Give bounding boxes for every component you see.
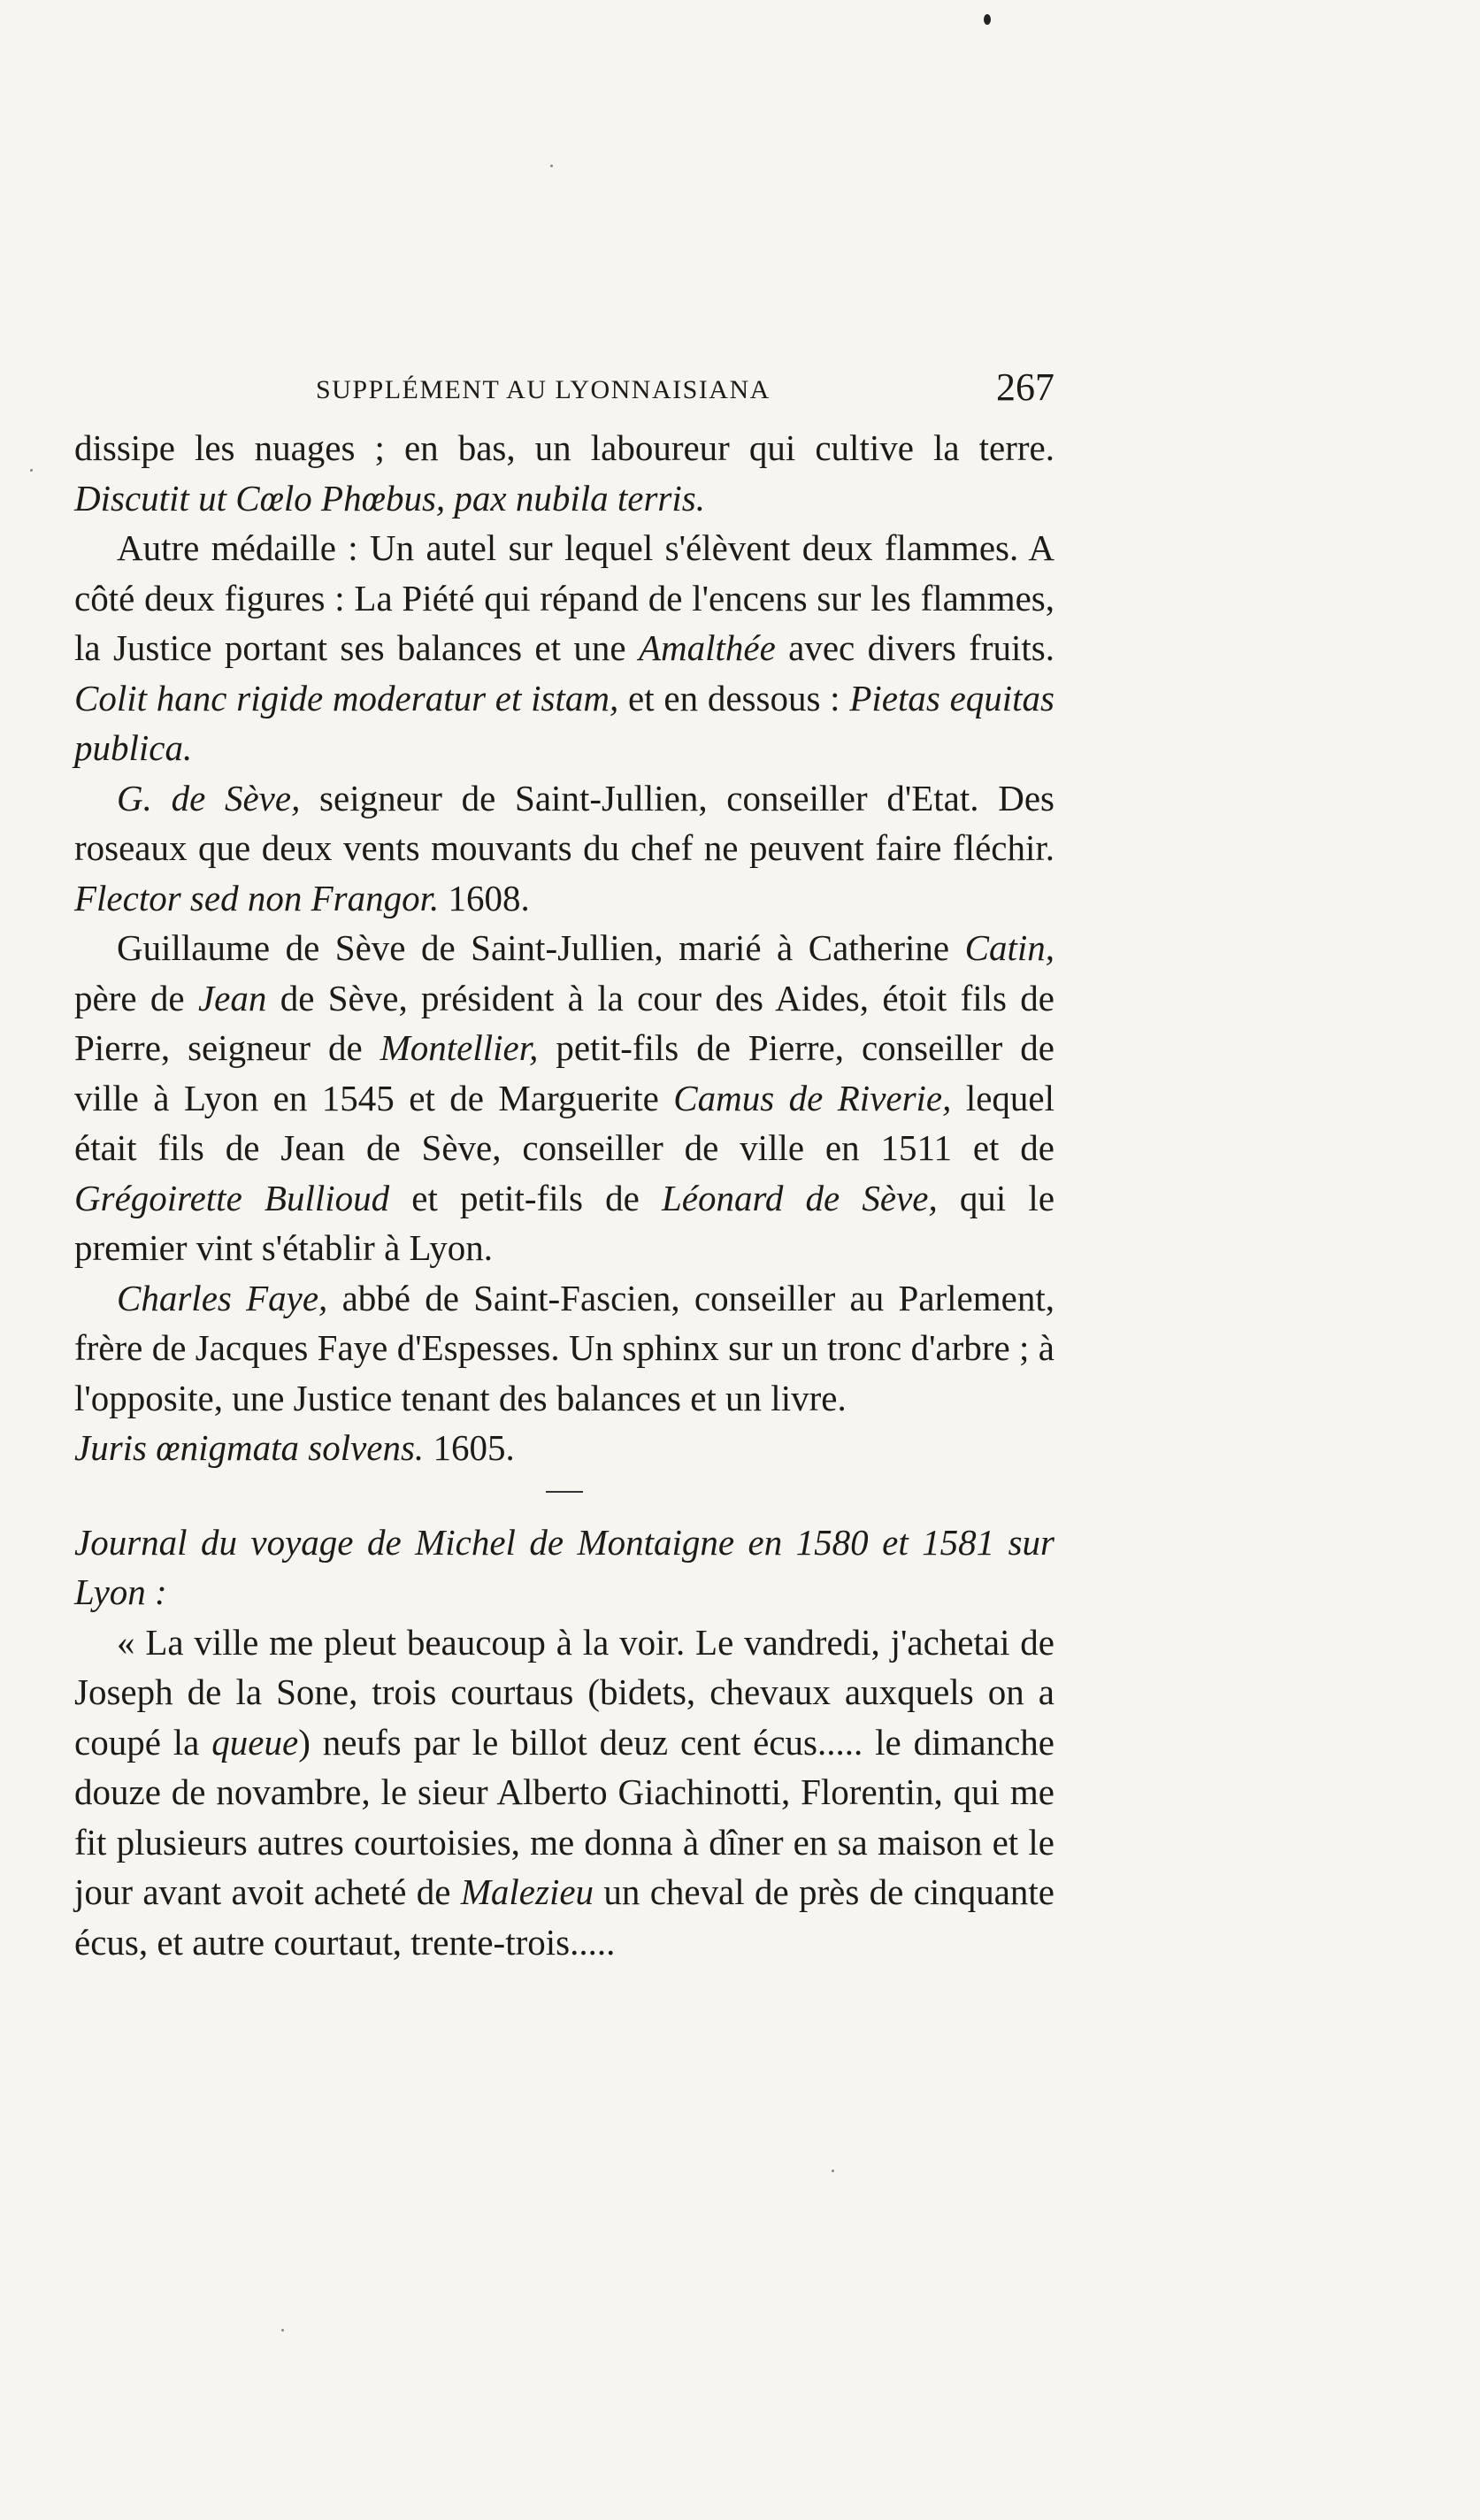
- page-number: 267: [996, 365, 1054, 409]
- paper-speck: [832, 2170, 834, 2172]
- italic-name: Amalthée: [638, 627, 776, 668]
- paper-speck: [281, 2329, 284, 2332]
- text-run: un cheval de près de cinquante écus, et autre courtaut, trente-trois.....: [74, 1871, 1054, 1963]
- italic-name: Montellier,: [380, 1027, 539, 1068]
- italic-name: Jean: [197, 977, 267, 1018]
- latin-motto: Colit hanc rigide moderatur et istam,: [74, 677, 619, 718]
- text-run: petit-fils de Pierre, conseiller de ville à Lyon en 1545 et de Marguerite: [74, 1027, 1054, 1118]
- latin-motto: Juris œnigmata solvens.: [74, 1427, 425, 1468]
- ink-dot: [984, 14, 991, 25]
- latin-motto: Flector sed non Frangor.: [74, 877, 440, 918]
- text-run: et petit-fils de: [389, 1177, 662, 1218]
- text-run: qui le premier vint s'établir à Lyon.: [74, 1177, 1055, 1268]
- italic-name: Camus de Riverie,: [673, 1077, 952, 1118]
- paragraph-5: [74, 1273, 1054, 1424]
- body-text: [74, 423, 1054, 1967]
- text-run: seigneur de Saint-Jullien, conseiller d'Etat. Des roseaux que deux vents mouvants du chef ne peuvent faire fléchir.: [74, 777, 1054, 868]
- latin-motto: Discutit ut Cœlo Phœbus, pax nubila terris.: [74, 477, 705, 519]
- section-divider: [546, 1491, 583, 1493]
- paper-speck: [550, 165, 553, 167]
- italic-name: Charles Faye,: [117, 1277, 328, 1318]
- italic-name: G. de Sève,: [117, 777, 301, 818]
- paper-speck: [30, 469, 33, 472]
- text-run: « La ville me pleut beaucoup à la voir. Le vandredi, j'achetai de Joseph de la Sone, trois courtaus (bidets, chevaux auxquels on a coupé la: [74, 1621, 1054, 1763]
- italic-word: queue: [211, 1721, 299, 1763]
- text-run: et en dessous :: [618, 677, 850, 718]
- paragraph-7: [74, 1517, 1054, 1617]
- paragraph-3: [74, 773, 1054, 924]
- text-run: avec divers fruits.: [775, 627, 1054, 668]
- page-header: [74, 361, 1054, 414]
- text-run: 1608.: [439, 877, 530, 918]
- text-run: 1605.: [424, 1427, 515, 1468]
- paragraph-6: [74, 1423, 1054, 1473]
- text-run: ) neufs par le billot deuz cent écus..... le dimanche douze de novambre, le sieur Alberto Giachinotti, Florentin, qui me fit plusieurs autres courtoisies, me donna à dîner en sa maison et le jour avant avoit acheté de: [74, 1721, 1055, 1912]
- text-run: Autre médaille : Un autel sur lequel s'élèvent deux flammes. A côté deux figures : La Piété qui répand de l'encens sur les flammes, la Justice portant ses balances et une: [74, 527, 1054, 668]
- text-run: de Sève, président à la cour des Aides, étoit fils de Pierre, seigneur de: [74, 977, 1055, 1068]
- text-run: lequel était fils de Jean de Sève, conseiller de ville en 1511 et de: [74, 1077, 1055, 1168]
- latin-motto: Pietas equitas publica.: [74, 677, 1055, 768]
- text-run: dissipe les nuages ; en bas, un laboureur qui cultive la terre.: [74, 427, 1054, 468]
- italic-name: Malezieu: [460, 1871, 594, 1912]
- text-run: père de: [74, 977, 198, 1018]
- paragraph-8: [74, 1617, 1054, 1968]
- paragraph-2: [74, 523, 1054, 773]
- running-head: SUPPLÉMENT AU LYONNAISIANA: [316, 375, 771, 404]
- paragraph-1: [74, 423, 1054, 523]
- italic-name: Catin,: [964, 927, 1054, 968]
- italic-name: Léonard de Sève,: [661, 1177, 938, 1218]
- text-run: abbé de Saint-Fascien, conseiller au Parlement, frère de Jacques Faye d'Espesses. Un sphinx sur un tronc d'arbre ; à l'opposite, une Justice tenant des balances et un livre.: [74, 1277, 1054, 1418]
- paragraph-4: [74, 923, 1054, 1273]
- section-heading: Journal du voyage de Michel de Montaigne en 1580 et 1581 sur Lyon :: [74, 1521, 1054, 1612]
- italic-name: Grégoirette Bullioud: [74, 1177, 390, 1218]
- text-run: Guillaume de Sève de Saint-Jullien, marié à Catherine: [117, 927, 965, 968]
